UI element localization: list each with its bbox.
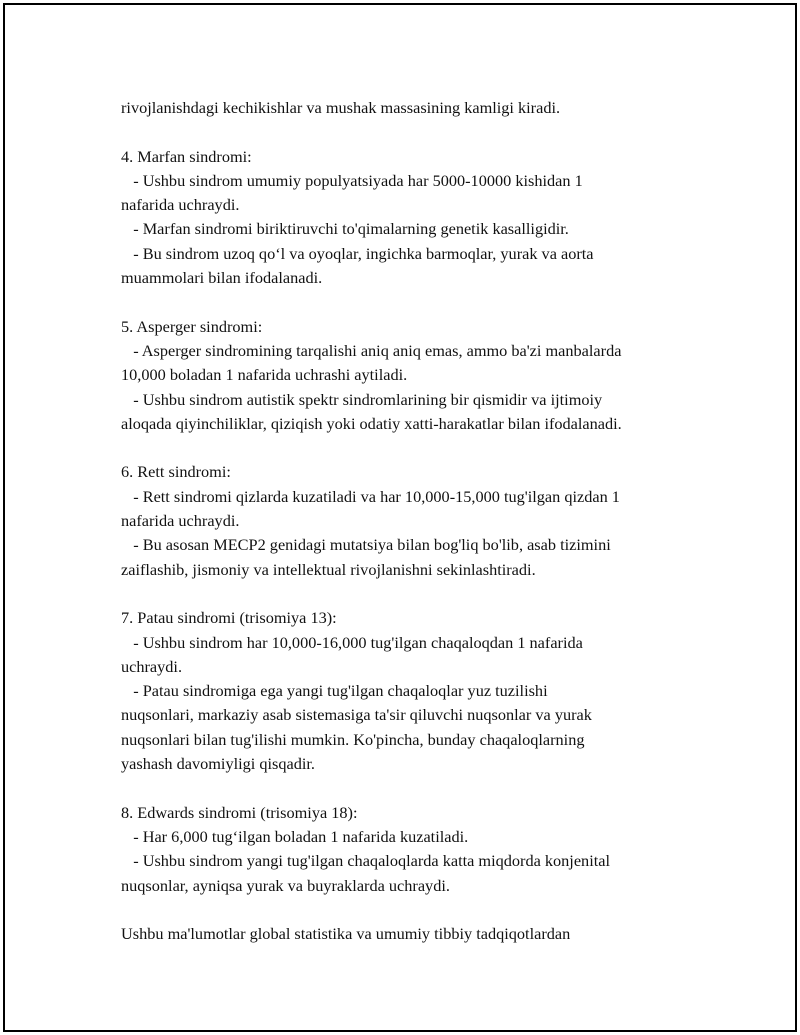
text-line: aloqada qiyinchiliklar, qiziqish yoki odatiy xatti-harakatlar bilan ifodalanadi. [121,413,622,433]
text-line: - Asperger sindromining tarqalishi aniq aniq emas, ammo ba'zi manbalarda [121,340,622,360]
text-line: - Ushbu sindrom har 10,000-16,000 tug'ilgan chaqaloqdan 1 nafarida [121,632,583,652]
text-line: nafarida uchraydi. [121,511,240,531]
text-line: - Rett sindromi qizlarda kuzatiladi va har 10,000-15,000 tug'ilgan qizdan 1 [121,486,620,506]
text-line: Ushbu ma'lumotlar global statistika va umumiy tibbiy tadqiqotlardan [121,924,571,944]
paragraph-closing [121,922,721,946]
text-line: 10,000 boladan 1 nafarida uchrashi aytiladi. [121,365,408,385]
text-line: yashash davomiyligi qisqadir. [121,754,315,774]
section-heading: 5. Asperger sindromi: [121,316,263,336]
text-line: - Patau sindromiga ega yangi tug'ilgan chaqaloqlar yuz tuzilishi [121,681,548,701]
text-line: uchraydi. [121,656,183,676]
paragraph-intro-continuation [121,96,721,120]
section-heading: 8. Edwards sindromi (trisomiya 18): [121,802,358,822]
section-asperger [121,315,721,436]
text-line: - Marfan sindromi biriktiruvchi to'qimalarning genetik kasalligidir. [121,219,569,239]
section-heading: 4. Marfan sindromi: [121,146,252,166]
text-line: muammolari bilan ifodalanadi. [121,268,323,288]
section-heading: 7. Patau sindromi (trisomiya 13): [121,608,337,628]
text-line: nuqsonlari bilan tug'ilishi mumkin. Ko'pincha, bunday chaqaloqlarning [121,729,585,749]
text-line: - Ushbu sindrom autistik spektr sindromlarining bir qismidir va ijtimoiy [121,389,603,409]
document-body [121,96,721,971]
text-line: - Har 6,000 tug‘ilgan boladan 1 nafarida kuzatiladi. [121,826,469,846]
section-rett [121,460,721,581]
text-line: - Bu asosan MECP2 genidagi mutatsiya bilan bog'liq bo'lib, asab tizimini [121,535,611,555]
text-line: - Ushbu sindrom umumiy populyatsiyada har 5000-10000 kishidan 1 [121,170,583,190]
section-patau [121,606,721,776]
page-frame [3,3,797,1032]
text-line: zaiflashib, jismoniy va intellektual rivojlanishni sekinlashtiradi. [121,559,536,579]
section-heading: 6. Rett sindromi: [121,462,231,482]
text-line: nuqsonlari, markaziy asab sistemasiga ta'sir qiluvchi nuqsonlar va yurak [121,705,592,725]
text-line: nafarida uchraydi. [121,195,240,215]
text-line: - Bu sindrom uzoq qo‘l va oyoqlar, ingichka barmoqlar, yurak va aorta [121,243,594,263]
section-marfan [121,145,721,291]
section-edwards [121,801,721,898]
text-line: - Ushbu sindrom yangi tug'ilgan chaqaloqlarda katta miqdorda konjenital [121,851,610,871]
text-line: rivojlanishdagi kechikishlar va mushak massasining kamligi kiradi. [121,98,561,117]
text-line: nuqsonlar, ayniqsa yurak va buyraklarda uchraydi. [121,875,450,895]
